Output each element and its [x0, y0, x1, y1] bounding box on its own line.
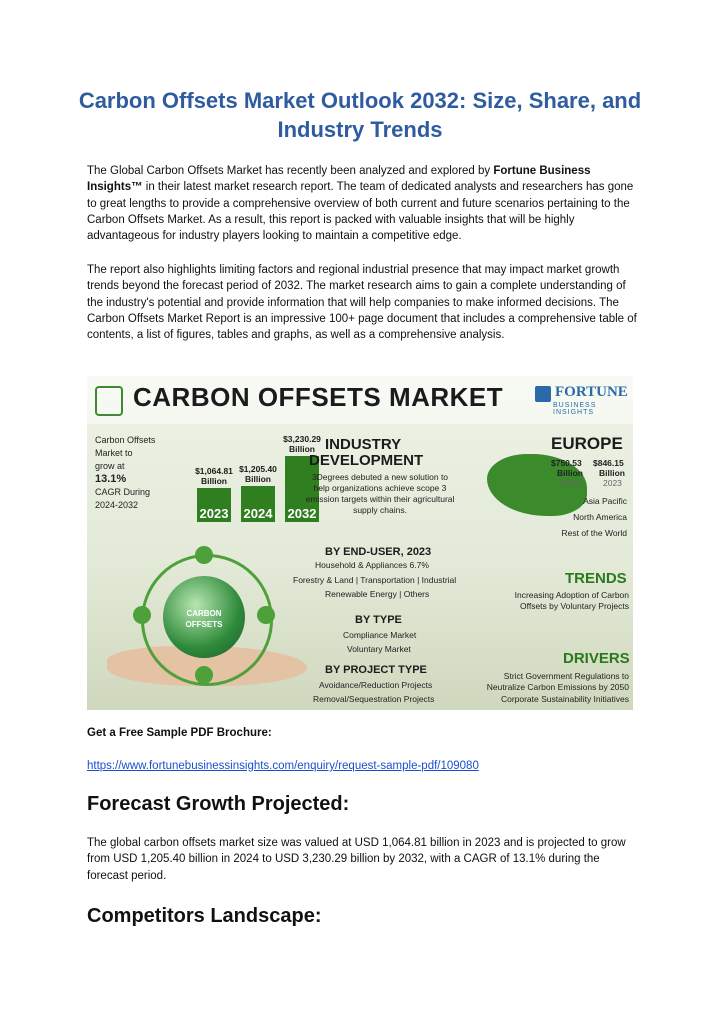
document-title: Carbon Offsets Market Outlook 2032: Size, Share, and Industry Trends: [78, 88, 642, 142]
cagr-line-2: Market to: [95, 448, 133, 458]
competitors-heading: Competitors Landscape:: [87, 905, 322, 927]
cagr-line-3: grow at: [95, 461, 125, 471]
cagr-block: [95, 434, 155, 512]
trends-heading: TRENDS: [565, 570, 627, 587]
europe-value-2: $846.15: [593, 458, 624, 468]
bytype-line-2: Voluntary Market: [347, 644, 411, 654]
europe-value-1: $750.53: [551, 458, 582, 468]
leaf-document-icon: [95, 386, 123, 416]
bar-unit: Billion: [289, 444, 315, 454]
region-asia-pacific: Asia Pacific: [583, 496, 627, 506]
bar-value-label: [277, 434, 327, 454]
bar-year-label: 2032: [287, 506, 317, 521]
fortune-logo-icon: [535, 386, 551, 402]
enduser-line-1: Household & Appliances 6.7%: [315, 560, 429, 570]
bar-value: $1,064.81: [195, 466, 233, 476]
industry-heading-1: INDUSTRY: [325, 436, 402, 453]
project-line-2: Removal/Sequestration Projects: [313, 694, 435, 704]
forecast-heading: Forecast Growth Projected:: [87, 793, 350, 815]
industry-text: 3Degrees debuted a new solution to help organizations achieve scope 3 emission targets within their agricultural supply chains.: [305, 472, 455, 515]
cagr-line-1: Carbon Offsets: [95, 435, 156, 445]
europe-value-2-year: 2023: [603, 478, 622, 488]
factory-icon: [195, 546, 213, 564]
intro-paragraph: [87, 163, 637, 244]
bar-unit: Billion: [245, 474, 271, 484]
bar-value-label: [189, 466, 239, 486]
project-line-1: Avoidance/Reduction Projects: [319, 680, 433, 690]
drivers-heading: DRIVERS: [563, 650, 630, 667]
report-paragraph: The report also highlights limiting factors and regional industrial presence that may impact market growth trends beyond the forecast period of 2032. The market research aims to gain a complete understanding of the industry's potential and provide information that will help companies to make informed decisions. The Carbon Offsets Market Report is an impressive 100+ page document that includes a comprehensive table of contents, a list of figures, tables and graphs, as well as a comprehensive analysis.: [87, 264, 637, 342]
intro-text-b: in their latest market research report. The team of dedicated analysts and researchers has gone to great lengths to provide a comprehensive overview of both current and future scenarios pertaining to the Carbon Offsets Market. As a result, this report is packed with valuable insights that will be highly advantageous for industry players looking to maintain a competitive edge.: [87, 181, 634, 243]
europe-value-2-unit: Billion: [599, 468, 625, 478]
forecast-paragraph: The global carbon offsets market size was valued at USD 1,064.81 billion in 2023 and is projected to grow from USD 1,205.40 billion in 2024 to USD 3,230.29 billion by 2032, with a CAGR of 13.1% during the forecast period.: [87, 837, 626, 882]
cagr-line-4: CAGR During: [95, 487, 151, 497]
cagr-line-5: 2024-2032: [95, 500, 139, 510]
document-icon: [133, 606, 151, 624]
plant-icon: [195, 666, 213, 684]
industry-heading-2: DEVELOPMENT: [309, 452, 424, 469]
bar-year-label: 2023: [199, 506, 229, 521]
trends-text: Increasing Adoption of Carbon Offsets by Voluntary Projects: [514, 590, 629, 611]
bar-value: $3,230.29: [283, 434, 321, 444]
bar-value-label: [233, 464, 283, 484]
intro-text-a: The Global Carbon Offsets Market has recently been analyzed and explored by: [87, 165, 494, 177]
sample-pdf-link[interactable]: https://www.fortunebusinessinsights.com/enquiry/request-sample-pdf/109080: [87, 760, 479, 772]
enduser-heading: BY END-USER, 2023: [325, 546, 432, 558]
europe-value-1-unit: Billion: [557, 468, 583, 478]
money-icon: [257, 606, 275, 624]
fortune-logo: FORTUNE: [555, 384, 628, 400]
europe-heading: EUROPE: [551, 434, 623, 453]
infographic-title: CARBON OFFSETS MARKET: [133, 382, 504, 412]
region-north-america: North America: [573, 512, 627, 522]
europe-value-1-year: 2022: [561, 478, 580, 488]
fortune-logo-sub: BUSINESS INSIGHTS: [553, 402, 597, 416]
drivers-line-2: Corporate Sustainability Initiatives: [500, 694, 629, 704]
bar-year-label: 2024: [243, 506, 273, 521]
enduser-line-3: Renewable Energy | Others: [325, 589, 430, 599]
bytype-line-1: Compliance Market: [343, 630, 417, 640]
cagr-value: 13.1%: [95, 473, 127, 485]
project-heading: BY PROJECT TYPE: [325, 664, 427, 676]
drivers-line-1: Strict Government Regulations to Neutralize Carbon Emissions by 2050: [486, 671, 629, 692]
bar-value: $1,205.40: [239, 464, 277, 474]
intro-company-name: Fortune Business Insights™: [87, 165, 591, 194]
globe-label: CARBON OFFSETS: [185, 609, 223, 629]
region-rest-of-world: Rest of the World: [561, 528, 627, 538]
bar-unit: Billion: [201, 476, 227, 486]
bytype-heading: BY TYPE: [355, 614, 402, 626]
enduser-line-2: Forestry & Land | Transportation | Industrial: [293, 575, 457, 585]
market-infographic: [87, 376, 633, 710]
sample-label: Get a Free Sample PDF Brochure:: [87, 727, 272, 739]
